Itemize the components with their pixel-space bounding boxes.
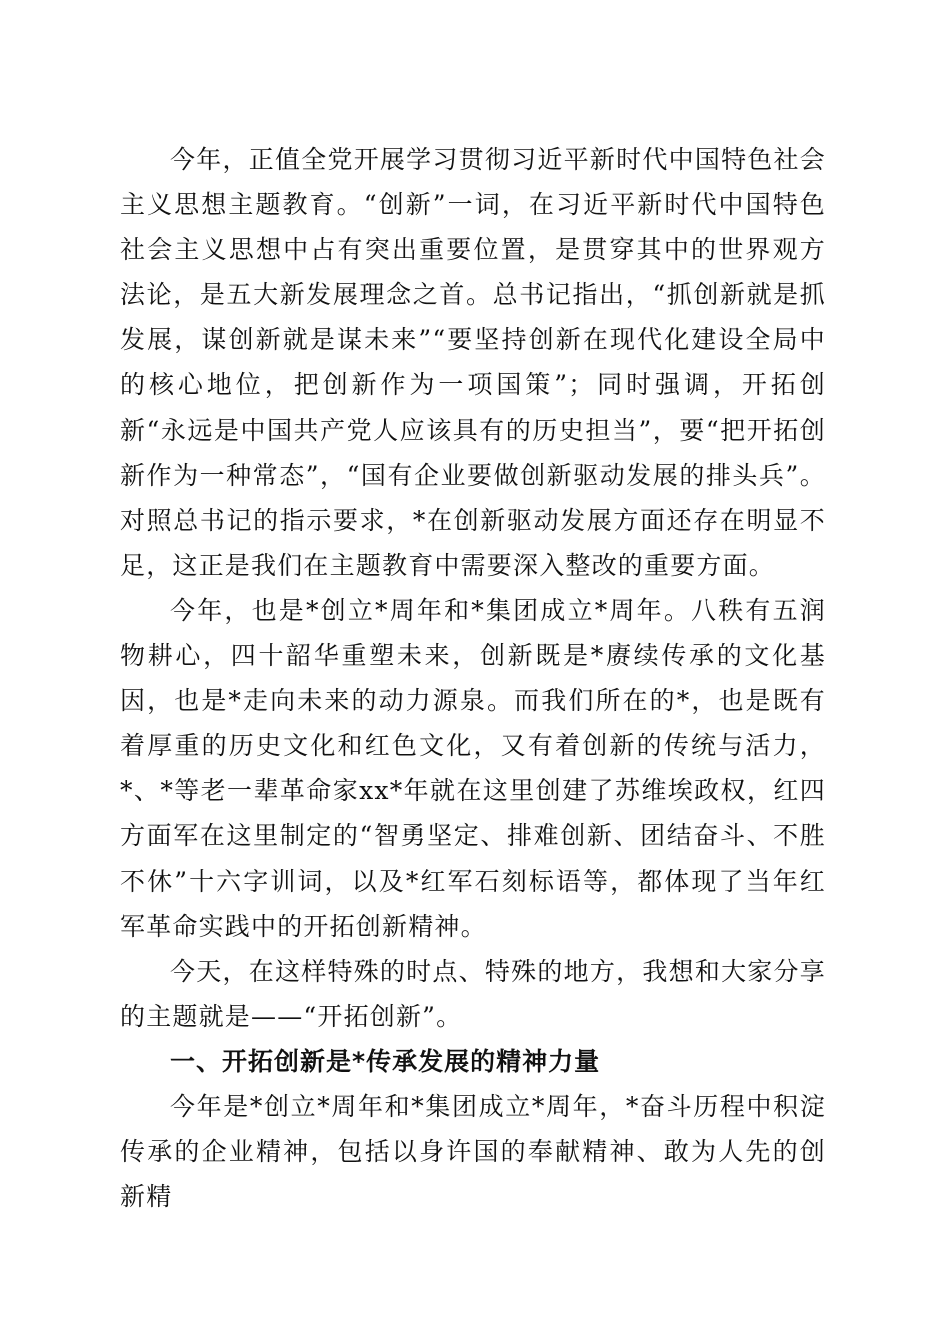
section-heading-1: 一、开拓创新是*传承发展的精神力量 bbox=[170, 1046, 601, 1076]
paragraph-3: 今天，在这样特殊的时点、特殊的地方，我想和大家分享的主题就是——“开拓创新”。 bbox=[120, 956, 826, 1031]
paragraph-2: 今年，也是*创立*周年和*集团成立*周年。八秩有五润物耕心，四十韶华重塑未来，创新既是*赓续传承的文化基因，也是*走向未来的动力源泉。而我们所在的*，也是既有着厚重的历史文化和红色文化，又有着创新的传统与活力，*、*等老一辈革命家xx*年就在这里创建了苏维埃政权，红四方面军在这里制定的“智勇坚定、排难创新、团结奋斗、不胜不休”十六字训词，以及*红军石刻标语等，都体现了当年红军革命实践中的开拓创新精神。 bbox=[120, 595, 826, 941]
paragraph-4: 今年是*创立*周年和*集团成立*周年，*奋斗历程中积淀传承的企业精神，包括以身许国的奉献精神、敢为人先的创新精 bbox=[120, 1091, 826, 1212]
document-body bbox=[120, 137, 826, 1219]
paragraph-1: 今年，正值全党开展学习贯彻习近平新时代中国特色社会主义思想主题教育。“创新”一词，在习近平新时代中国特色社会主义思想中占有突出重要位置，是贯穿其中的世界观方法论，是五大新发展理念之首。总书记指出，“抓创新就是抓发展，谋创新就是谋未来”“要坚持创新在现代化建设全局中的核心地位，把创新作为一项国策”；同时强调，开拓创新“永远是中国共产党人应该具有的历史担当”，要“把开拓创新作为一种常态”，“国有企业要做创新驱动发展的排头兵”。对照总书记的指示要求，*在创新驱动发展方面还存在明显不足，这正是我们在主题教育中需要深入整改的重要方面。 bbox=[120, 145, 826, 580]
